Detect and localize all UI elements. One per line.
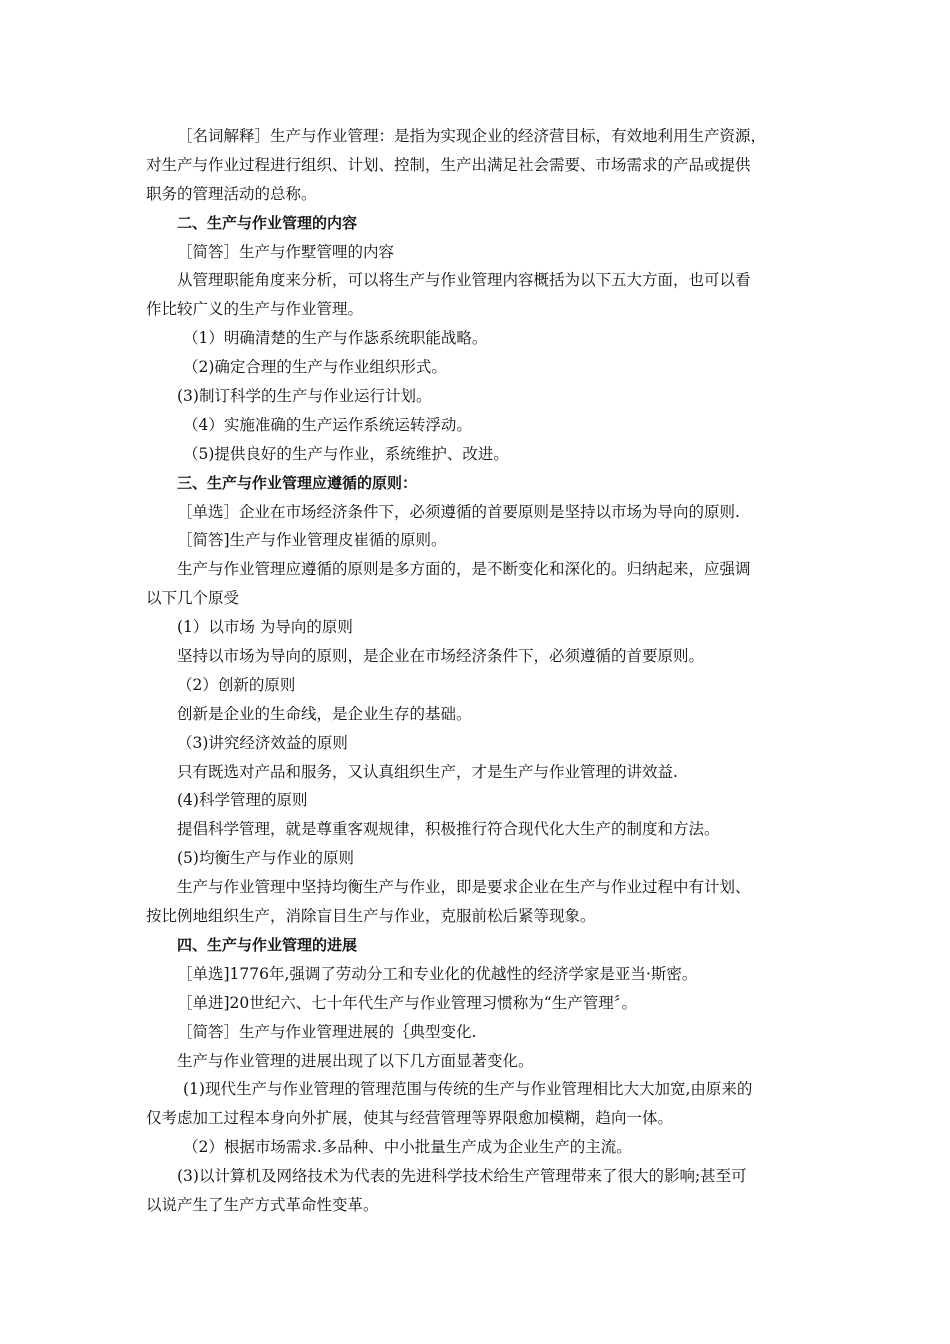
paragraph-line: 从管理职能角度来分析，可以将生产与作业管理内容概括为以下五大方面，也可以看 — [177, 271, 751, 290]
paragraph-line: 仅考虑加工过程本身向外扩展，使其与经营管理等界限愈加模糊，趋向一体。 — [146, 1109, 674, 1128]
paragraph-line: ［简答］生产与作业管理进展的｛典型变化. — [177, 1022, 477, 1041]
paragraph-line: 只有既选对产品和服务，又认真组织生产，才是生产与作业管理的讲效益. — [177, 762, 678, 781]
list-item: （3)讲究经济效益的原则 — [177, 733, 348, 752]
list-item: (1）以市场 为导向的原则 — [177, 618, 353, 637]
paragraph-line: ［单选]1776年,强调了劳动分工和专业化的优越性的经济学家是亚当·斯密。 — [177, 964, 698, 983]
document-body — [146, 122, 816, 1220]
paragraph-line: 生产与作业管理应遵循的原则是多方面的，是不断变化和深化的。归纳起来，应强调 — [177, 560, 751, 579]
list-item: (1)现代生产与作业管理的管理范围与传统的生产与作业管理相比大大加宽,由原来的 — [183, 1080, 753, 1099]
paragraph-line: ［单选］企业在市场经济条件下，必须遵循的首要原则是坚持以市场为导向的原则. — [177, 502, 740, 521]
paragraph-line: 生产与作业管理的进展出现了以下几方面显著变化。 — [177, 1051, 534, 1070]
paragraph-line: 创新是企业的生命线，是企业生存的基础。 — [177, 704, 472, 723]
section-heading: 四、生产与作业管理的进展 — [177, 935, 358, 954]
list-item: （4）实施准确的生产运作系统运转浮动。 — [183, 415, 472, 434]
paragraph-line: 作比较广义的生产与作业管理。 — [146, 300, 364, 319]
paragraph-line: 对生产与作业过程进行组织、计划、控制，生产出满足社会需要、市场需求的产品或提供 — [146, 155, 751, 174]
paragraph-line: ［简答］生产与作墅管哩的内容 — [177, 242, 395, 261]
paragraph-line: ［简答]生产与作业管理皮崔循的原则。 — [177, 531, 447, 550]
list-item: (4)科学管理的原则 — [177, 791, 308, 810]
paragraph-line: 生产与作业管理中坚持均衡生产与作业，即是要求企业在生产与作业过程中有计划、 — [177, 878, 751, 897]
paragraph-line: 坚持以市场为导向的原则，是企业在市场经济条件下，必须遵循的首要原则。 — [177, 647, 705, 666]
list-item: （1）明确清楚的生产与作毖系统职能战略。 — [183, 329, 488, 348]
paragraph-line: 职务的管理活动的总称。 — [146, 184, 317, 203]
list-item: （2）创新的原则 — [177, 675, 296, 694]
list-item: （2）根据市场需求.多品种、中小批量生产成为企业生产的主流。 — [183, 1138, 632, 1157]
list-item: （5)提供良好的生产与作业，系统维护、改进。 — [183, 444, 509, 463]
paragraph-line: 以说产生了生产方式革命性变革。 — [146, 1195, 379, 1214]
paragraph-line: ［单进]20世纪六、七十年代生产与作业管理习惯称为“生产管理〞。 — [177, 993, 637, 1012]
list-item: （2)确定合理的生产与作业组织形式。 — [183, 358, 447, 377]
paragraph-line: 提倡科学管理，就是尊重客观规律，积极推行符合现代化大生产的制度和方法。 — [177, 820, 720, 839]
list-item: (5)均衡生产与作业的原则 — [177, 849, 354, 868]
paragraph-line: 按比例地组织生产，消除盲目生产与作业，克服前松后紧等现象。 — [146, 907, 596, 926]
section-heading: 三、生产与作业管理应遵循的原则： — [177, 473, 418, 492]
paragraph-line: 以下几个原受 — [146, 589, 240, 608]
list-item: (3)以计算机及网络技术为代表的先进科学技术给生产管理带来了很大的影响;甚至可 — [177, 1167, 747, 1186]
section-heading: 二、生产与作业管理的内容 — [177, 213, 358, 232]
list-item: (3)制订科学的生产与作业运行计划。 — [177, 387, 432, 406]
paragraph-line: ［名词解释］生产与作业管理：是指为实现企业的经济营目标，有效地利用生产资源， — [177, 127, 767, 145]
